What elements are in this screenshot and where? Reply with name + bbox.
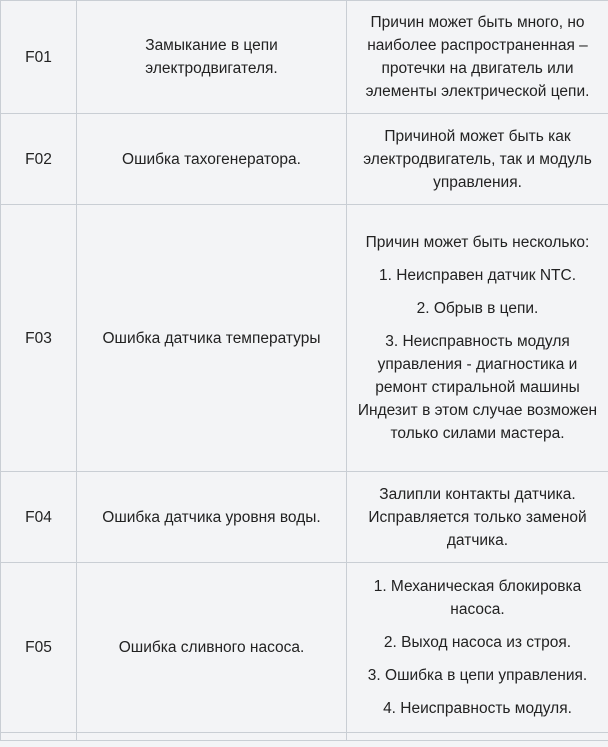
table-row [1, 563, 608, 733]
error-description-cell: Замыкание в цепи электродвигателя. [77, 1, 347, 114]
error-cause-cell [347, 205, 608, 472]
error-cause-cell [347, 1, 608, 114]
cause-text: 2. Обрыв в цепи. [416, 300, 539, 317]
empty-cell [347, 733, 608, 741]
error-code-cell: F03 [1, 205, 77, 472]
cause-text: 2. Выход насоса из строя. [383, 634, 572, 651]
error-description-cell: Ошибка датчика температуры [77, 205, 347, 472]
cause-text: Причин может быть несколько: [365, 234, 590, 251]
error-code-cell: F04 [1, 472, 77, 563]
cause-text: Залипли контакты датчика. Исправляется только заменой датчика. [368, 485, 587, 549]
error-description-cell: Ошибка сливного насоса. [77, 563, 347, 733]
table-row [1, 733, 608, 741]
cause-text: 1. Механическая блокировка насоса. [373, 578, 582, 618]
error-cause-cell [347, 472, 608, 563]
cause-text: 4. Неисправность модуля. [383, 700, 572, 717]
error-description-cell: Ошибка тахогенератора. [77, 114, 347, 205]
cause-text: 3. Неисправность модуля управления - диагностика и ремонт стиральной машины Индезит в этом случае возможен только силами мастера. [357, 333, 598, 442]
error-cause-cell [347, 114, 608, 205]
cause-text: 3. Ошибка в цепи управления. [367, 667, 588, 684]
cause-text: 1. Неисправен датчик NTC. [378, 267, 577, 284]
error-code-cell: F05 [1, 563, 77, 733]
cause-text: Причиной может быть как электродвигатель, так и модуль управления. [363, 127, 592, 191]
error-code-cell: F01 [1, 1, 77, 114]
cause-text: Причин может быть много, но наиболее распространенная – протечки на двигатель или элементы электрической цепи. [365, 14, 590, 100]
error-description-cell: Ошибка датчика уровня воды. [77, 472, 347, 563]
error-code-cell: F02 [1, 114, 77, 205]
error-cause-cell [347, 563, 608, 733]
table-row [1, 205, 608, 472]
table-row [1, 472, 608, 563]
table-row [1, 114, 608, 205]
table-row [1, 1, 608, 114]
empty-cell [77, 733, 347, 741]
empty-cell [1, 733, 77, 741]
